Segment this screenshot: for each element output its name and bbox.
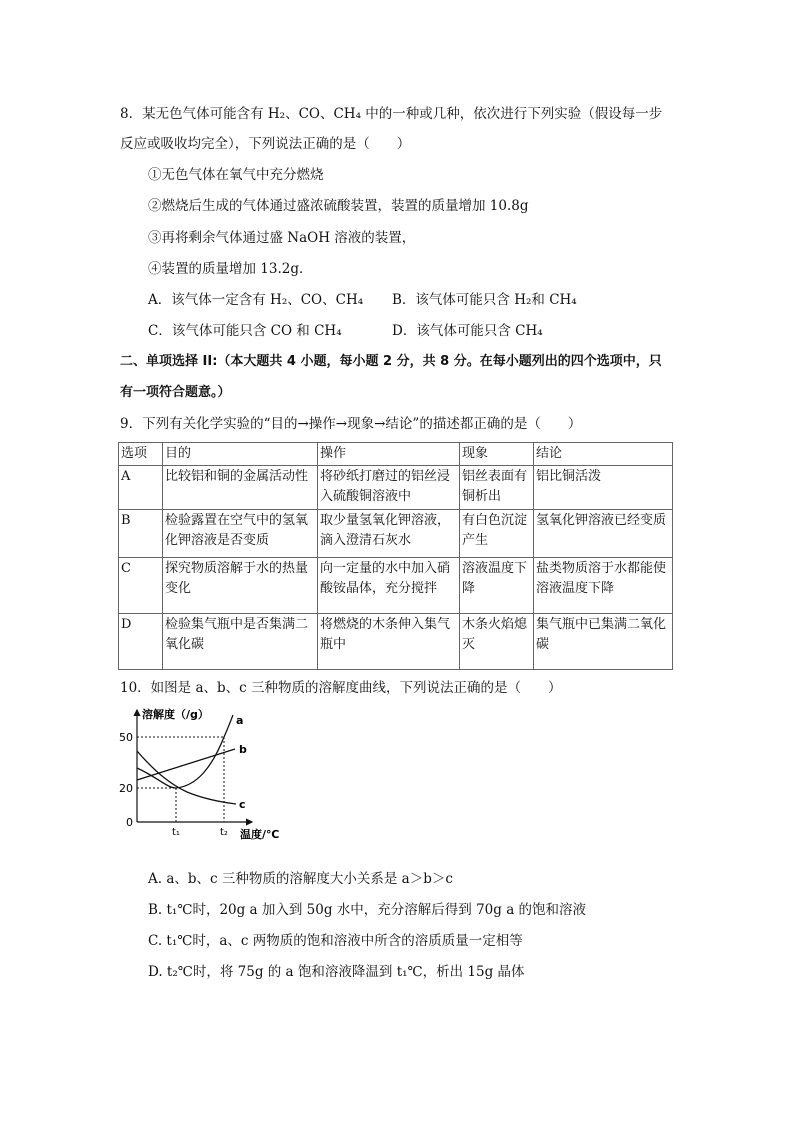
q8-step-4: ④装置的质量增加 13.2g． <box>148 261 313 277</box>
table-cell: 盐类物质溶于水都能使溶液温度下降 <box>534 558 673 614</box>
table-header-cell: 目的 <box>163 443 318 466</box>
table-cell: 集气瓶中已集满二氧化碳 <box>534 614 673 670</box>
table-header-cell: 现象 <box>460 443 534 466</box>
table-cell: 氢氧化钾溶液已经变质 <box>534 510 673 558</box>
q10-stem: 10．如图是 a、b、c 三种物质的溶解度曲线，下列说法正确的是（ ） <box>120 680 562 696</box>
y-tick-0: 0 <box>126 816 133 829</box>
y-tick-50: 50 <box>119 731 133 744</box>
q8-step-3: ③再将剩余气体通过盛 NaOH 溶液的装置， <box>148 230 416 246</box>
table-cell: 检验集气瓶中是否集满二氧化碳 <box>163 614 318 670</box>
table-header-cell: 操作 <box>318 443 460 466</box>
table-cell: D <box>119 614 163 670</box>
table-cell: 木条火焰熄灭 <box>460 614 534 670</box>
q8-option-a: A．该气体一定含有 H₂、CO、CH₄ <box>148 292 364 308</box>
q8-stem-line2: 反应或吸收均完全），下列说法正确的是（ ） <box>120 136 411 152</box>
q8-option-d: D．该气体可能只含 CH₄ <box>392 323 543 339</box>
table-cell: A <box>119 466 163 510</box>
table-cell: 取少量氢氧化钾溶液，滴入澄清石灰水 <box>318 510 460 558</box>
q8-step-1: ①无色气体在氧气中充分燃烧 <box>148 167 324 183</box>
table-header-row <box>119 443 673 466</box>
curve-a <box>137 715 233 788</box>
q8-option-b: B．该气体可能只含 H₂和 CH₄ <box>392 292 577 308</box>
table-cell: 探究物质溶解于水的热量变化 <box>163 558 318 614</box>
section-heading-line1: 二、单项选择 II:（本大题共 4 小题，每小题 2 分，共 8 分。在每小题列出的四个选项中，只 <box>120 354 662 369</box>
table-cell: 有白色沉淀产生 <box>460 510 534 558</box>
table-row <box>119 558 673 614</box>
table-cell: 检验露置在空气中的氢氧化钾溶液是否变质 <box>163 510 318 558</box>
x-tick-t2: t₂ <box>220 827 228 838</box>
table-cell: 将燃烧的木条伸入集气瓶中 <box>318 614 460 670</box>
q8-step-2: ②燃烧后生成的气体通过盛浓硫酸装置，装置的质量增加 10.8g <box>148 198 529 214</box>
table-cell: 将砂纸打磨过的铝丝浸入硫酸铜溶液中 <box>318 466 460 510</box>
table-cell: 铝比铜活泼 <box>534 466 673 510</box>
table-row <box>119 466 673 510</box>
q8-stem-line1: 8．某无色气体可能含有 H₂、CO、CH₄ 中的一种或几种，依次进行下列实验（假设每一步 <box>120 106 663 122</box>
table-row <box>119 510 673 558</box>
q10-option-a: A. a、b、c 三种物质的溶解度大小关系是 a＞b＞c <box>148 871 453 887</box>
q10-option-c: C. t₁℃时，a、c 两物质的饱和溶液中所含的溶质质量一定相等 <box>148 933 523 949</box>
q9-table <box>118 442 673 670</box>
q9-stem: 9．下列有关化学实验的“目的→操作→现象→结论”的描述都正确的是（ ） <box>120 416 582 432</box>
table-header-cell: 选项 <box>119 443 163 466</box>
table-cell: 比较铝和铜的金属活动性 <box>163 466 318 510</box>
table-cell: 向一定量的水中加入硝酸铵晶体，充分搅拌 <box>318 558 460 614</box>
x-axis-label: 温度/℃ <box>240 828 280 841</box>
table-header-cell: 结论 <box>534 443 673 466</box>
solubility-curve-figure <box>112 702 302 842</box>
curve-c <box>137 751 236 804</box>
q8-option-c: C．该气体可能只含 CO 和 CH₄ <box>148 323 342 339</box>
curve-b <box>137 749 235 780</box>
x-tick-t1: t₁ <box>172 827 180 838</box>
curve-label-c: c <box>239 798 246 811</box>
q10-option-d: D. t₂℃时，将 75g 的 a 饱和溶液降温到 t₁℃，析出 15g 晶体 <box>148 964 525 980</box>
curve-label-a: a <box>236 714 244 727</box>
y-axis-label: 溶解度（/g） <box>142 708 209 721</box>
table-cell: 铝丝表面有铜析出 <box>460 466 534 510</box>
section-heading-line2: 有一项符合题意。） <box>120 385 231 400</box>
table-row <box>119 614 673 670</box>
table-cell: B <box>119 510 163 558</box>
curve-label-b: b <box>239 743 247 756</box>
y-tick-20: 20 <box>119 782 133 795</box>
table-cell: 溶液温度下降 <box>460 558 534 614</box>
q10-option-b: B. t₁℃时，20g a 加入到 50g 水中，充分溶解后得到 70g a 的饱和溶液 <box>148 902 587 918</box>
table-cell: C <box>119 558 163 614</box>
